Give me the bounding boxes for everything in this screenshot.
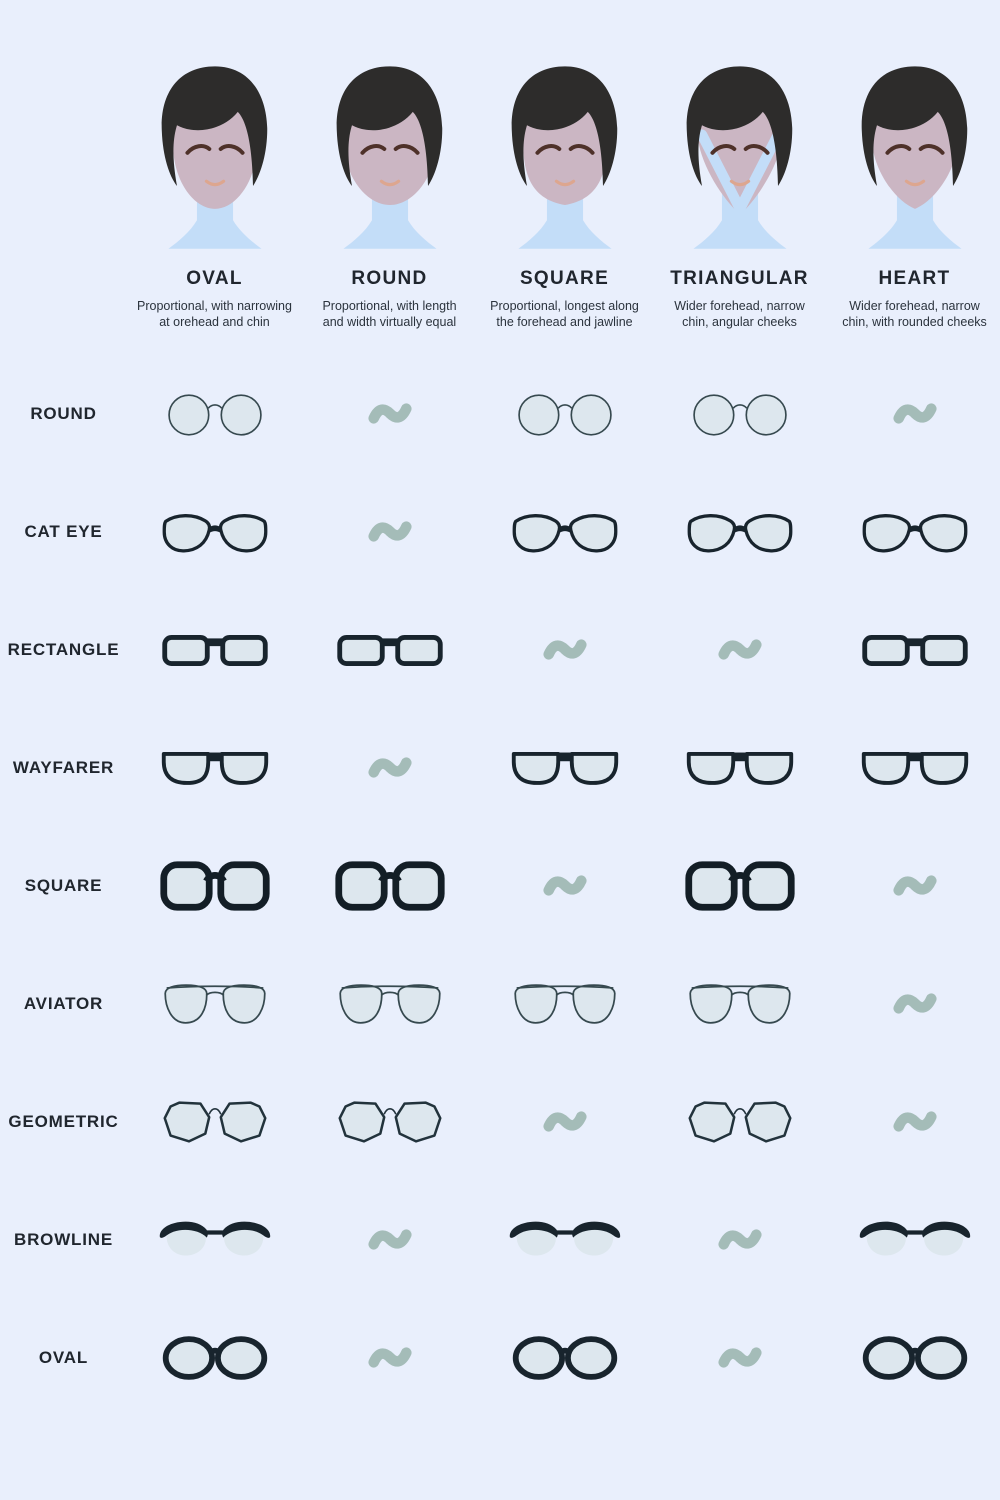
- browline-glasses-icon: [507, 1211, 623, 1269]
- cell-not-recommended: [652, 1225, 827, 1254]
- frame-type-label: RECTANGLE: [7, 639, 120, 659]
- cell-glasses-oval: [477, 1329, 652, 1387]
- tilde-squiggle-icon: [717, 635, 763, 664]
- aviator-glasses-icon: [157, 975, 273, 1033]
- round-glasses-icon: [157, 385, 273, 443]
- wayfarer-glasses-icon: [157, 739, 273, 797]
- rectangle-glasses-icon: [157, 621, 273, 679]
- frame-row-aviator: [0, 945, 1000, 1063]
- frame-type-label: SQUARE: [24, 875, 103, 895]
- wayfarer-glasses-icon: [857, 739, 973, 797]
- geometric-glasses-icon: [682, 1093, 798, 1151]
- cell-glasses-round: [652, 385, 827, 443]
- browline-glasses-icon: [857, 1211, 973, 1269]
- tilde-squiggle-icon: [367, 517, 413, 546]
- face-column-oval: [127, 60, 302, 331]
- aviator-glasses-icon: [682, 975, 798, 1033]
- face-illustration-oval: [139, 60, 291, 256]
- tilde-squiggle-icon: [717, 1225, 763, 1254]
- frame-row-browline: [0, 1181, 1000, 1299]
- frame-row-cat-eye: [0, 473, 1000, 591]
- aviator-glasses-icon: [507, 975, 623, 1033]
- cell-glasses-aviator: [302, 975, 477, 1033]
- tilde-squiggle-icon: [892, 399, 938, 428]
- frame-type-label: ROUND: [30, 403, 97, 423]
- cell-glasses-rectangle: [827, 621, 1000, 679]
- cell-glasses-browline: [127, 1211, 302, 1269]
- rectangle-glasses-icon: [332, 621, 448, 679]
- cell-glasses-cat-eye: [827, 503, 1000, 561]
- cell-glasses-geometric: [652, 1093, 827, 1151]
- cell-glasses-browline: [827, 1211, 1000, 1269]
- cell-glasses-cat-eye: [652, 503, 827, 561]
- cell-glasses-wayfarer: [477, 739, 652, 797]
- cell-glasses-rectangle: [302, 621, 477, 679]
- tilde-squiggle-icon: [542, 1107, 588, 1136]
- cell-not-recommended: [827, 399, 1000, 428]
- cell-glasses-square: [652, 857, 827, 915]
- frame-type-label: AVIATOR: [23, 993, 104, 1013]
- frame-row-rectangle: [0, 591, 1000, 709]
- cat-eye-glasses-icon: [507, 503, 623, 561]
- cell-glasses-round: [477, 385, 652, 443]
- tilde-squiggle-icon: [367, 1225, 413, 1254]
- face-column-heart: [827, 60, 1000, 331]
- face-shape-name: TRIANGULAR: [670, 268, 809, 289]
- tilde-squiggle-icon: [717, 1343, 763, 1372]
- frame-type-label: WAYFARER: [12, 757, 115, 777]
- frame-type-label: CAT EYE: [24, 521, 103, 541]
- cell-not-recommended: [827, 1107, 1000, 1136]
- aviator-glasses-icon: [332, 975, 448, 1033]
- tilde-squiggle-icon: [367, 753, 413, 782]
- cell-glasses-round: [127, 385, 302, 443]
- face-shape-description: Proportional, longest along the forehead and jawline: [490, 299, 639, 330]
- cell-not-recommended: [477, 871, 652, 900]
- cell-not-recommended: [477, 1107, 652, 1136]
- rectangle-glasses-icon: [857, 621, 973, 679]
- frame-row-geometric: [0, 1063, 1000, 1181]
- cell-not-recommended: [302, 753, 477, 782]
- square-glasses-icon: [157, 857, 273, 915]
- face-shapes-header: [0, 0, 1000, 331]
- face-shape-name: OVAL: [186, 268, 243, 289]
- frame-type-label: OVAL: [38, 1347, 89, 1367]
- cell-not-recommended: [652, 635, 827, 664]
- browline-glasses-icon: [157, 1211, 273, 1269]
- cell-glasses-geometric: [302, 1093, 477, 1151]
- oval-glasses-icon: [157, 1329, 273, 1387]
- face-shape-description: Proportional, with length and width virtually equal: [322, 299, 457, 330]
- cell-not-recommended: [302, 517, 477, 546]
- face-shape-description: Wider forehead, narrow chin, angular cheeks: [674, 299, 805, 330]
- cell-glasses-rectangle: [127, 621, 302, 679]
- cell-glasses-cat-eye: [477, 503, 652, 561]
- round-glasses-icon: [507, 385, 623, 443]
- frame-row-wayfarer: [0, 709, 1000, 827]
- cat-eye-glasses-icon: [157, 503, 273, 561]
- tilde-squiggle-icon: [892, 1107, 938, 1136]
- frame-row-oval: [0, 1299, 1000, 1417]
- oval-glasses-icon: [857, 1329, 973, 1387]
- cell-glasses-wayfarer: [652, 739, 827, 797]
- cell-not-recommended: [652, 1343, 827, 1372]
- frame-row-square: [0, 827, 1000, 945]
- cell-not-recommended: [477, 635, 652, 664]
- cell-not-recommended: [302, 1343, 477, 1372]
- cat-eye-glasses-icon: [857, 503, 973, 561]
- face-illustration-heart: [839, 60, 991, 256]
- face-illustration-square: [489, 60, 641, 256]
- face-shape-description: Proportional, with narrowing at orehead and chin: [137, 299, 292, 330]
- tilde-squiggle-icon: [367, 1343, 413, 1372]
- cell-glasses-browline: [477, 1211, 652, 1269]
- cell-glasses-geometric: [127, 1093, 302, 1151]
- tilde-squiggle-icon: [892, 989, 938, 1018]
- face-shape-description: Wider forehead, narrow chin, with rounded cheeks: [842, 299, 987, 330]
- cell-not-recommended: [827, 871, 1000, 900]
- cell-glasses-square: [127, 857, 302, 915]
- cell-glasses-oval: [127, 1329, 302, 1387]
- cell-glasses-aviator: [477, 975, 652, 1033]
- face-column-square: [477, 60, 652, 331]
- cell-not-recommended: [302, 399, 477, 428]
- face-shape-name: HEART: [878, 268, 951, 289]
- face-illustration-round: [314, 60, 466, 256]
- cell-not-recommended: [302, 1225, 477, 1254]
- frame-row-round: [0, 355, 1000, 473]
- cell-glasses-cat-eye: [127, 503, 302, 561]
- cell-glasses-wayfarer: [127, 739, 302, 797]
- geometric-glasses-icon: [332, 1093, 448, 1151]
- square-glasses-icon: [332, 857, 448, 915]
- cat-eye-glasses-icon: [682, 503, 798, 561]
- face-column-round: [302, 60, 477, 331]
- tilde-squiggle-icon: [367, 399, 413, 428]
- cell-glasses-wayfarer: [827, 739, 1000, 797]
- cell-glasses-square: [302, 857, 477, 915]
- compatibility-grid: [0, 355, 1000, 1417]
- oval-glasses-icon: [507, 1329, 623, 1387]
- tilde-squiggle-icon: [542, 635, 588, 664]
- tilde-squiggle-icon: [892, 871, 938, 900]
- face-illustration-triangular: [664, 60, 816, 256]
- wayfarer-glasses-icon: [507, 739, 623, 797]
- cell-glasses-aviator: [652, 975, 827, 1033]
- cell-glasses-oval: [827, 1329, 1000, 1387]
- frame-type-label: BROWLINE: [14, 1229, 113, 1249]
- geometric-glasses-icon: [157, 1093, 273, 1151]
- wayfarer-glasses-icon: [682, 739, 798, 797]
- cell-glasses-aviator: [127, 975, 302, 1033]
- tilde-squiggle-icon: [542, 871, 588, 900]
- round-glasses-icon: [682, 385, 798, 443]
- square-glasses-icon: [682, 857, 798, 915]
- cell-not-recommended: [827, 989, 1000, 1018]
- face-shape-name: SQUARE: [519, 268, 610, 289]
- face-column-triangular: [652, 60, 827, 331]
- frame-type-label: GEOMETRIC: [8, 1111, 119, 1131]
- face-shape-name: ROUND: [351, 268, 428, 289]
